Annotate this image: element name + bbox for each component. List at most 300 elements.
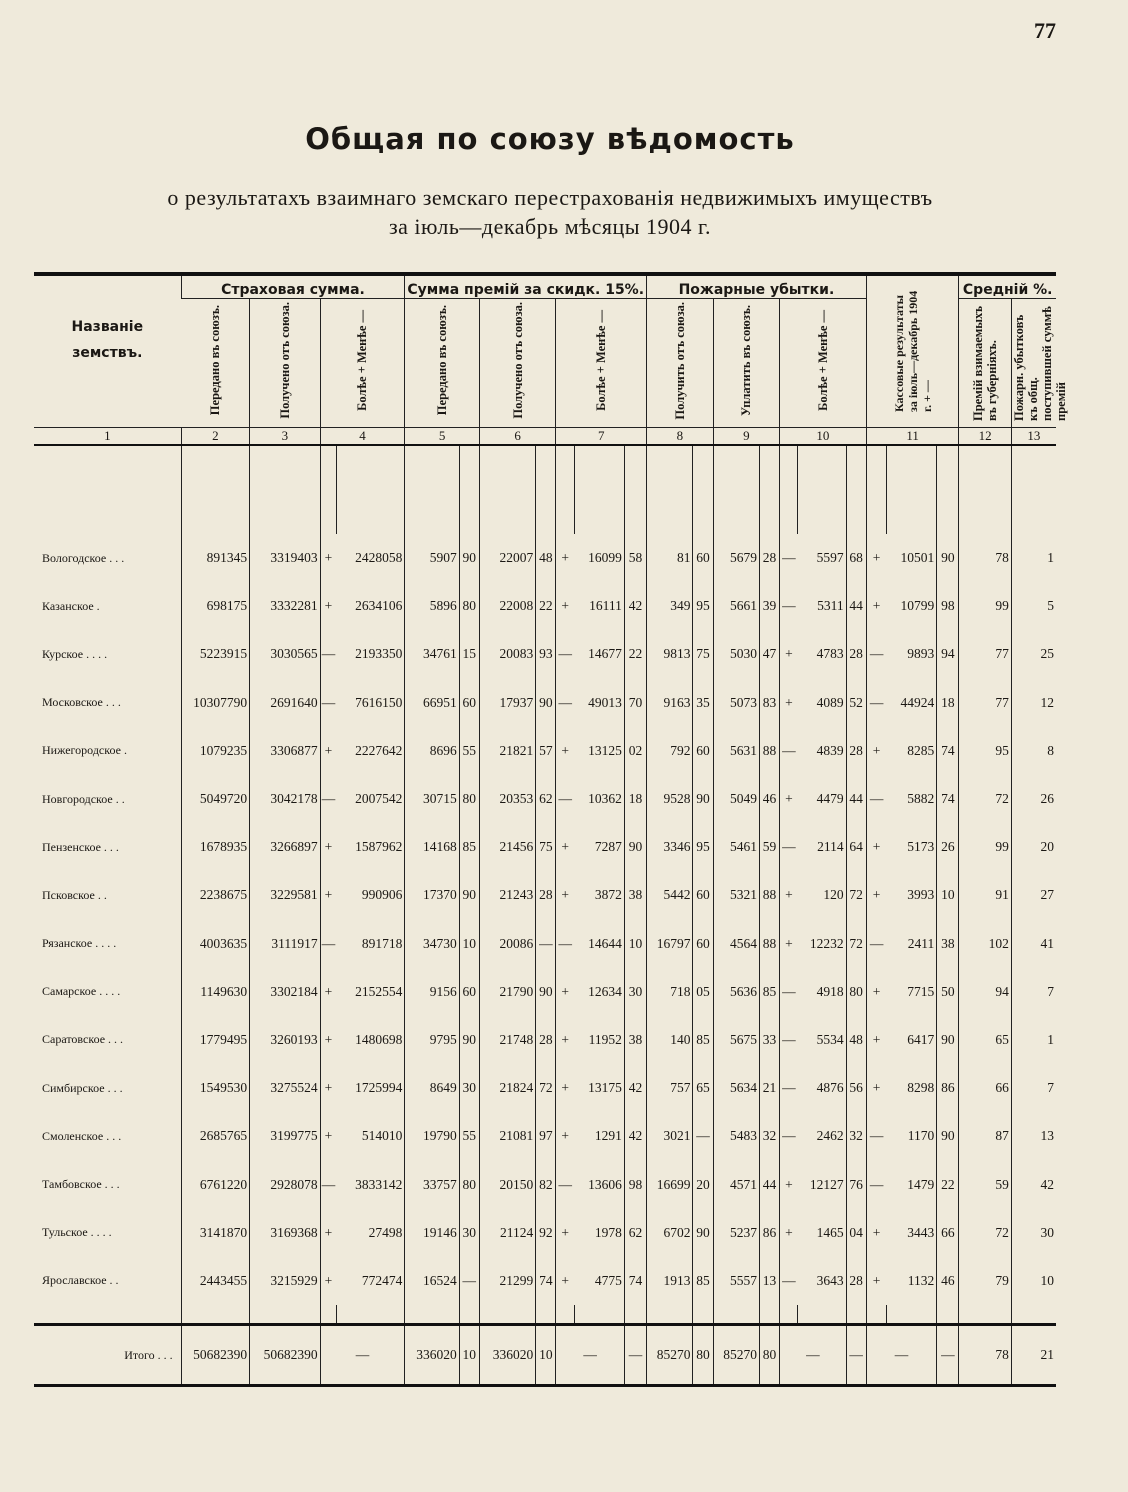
header-c10: Болѣе + Менѣе — [780,299,867,428]
cell-kopecks: 28 [759,534,779,582]
cell-premium-pct: 87 [959,1112,1011,1160]
total-kopecks: 10 [459,1325,479,1386]
cell-kopecks: 64 [846,823,866,871]
cell-balance: 2428058 [355,550,403,566]
total-label: Итого . . . [34,1325,181,1386]
total-kopecks: — [937,1325,959,1386]
cell-loss-balance: 4479 [816,791,844,807]
cell-loss-pct: 30 [1011,1209,1056,1257]
table-row [34,1257,1056,1305]
total-kopecks: 80 [759,1325,779,1386]
cell-premium-transferred: 34730 [405,920,459,968]
cell-loss-pct: 1 [1011,1016,1056,1064]
total-kopecks: 10 [536,1325,556,1386]
sign-c10: + [780,775,798,823]
cell-loss-pct: 27 [1011,871,1056,919]
sign-c10: + [780,871,798,919]
total-row [34,1325,1056,1386]
sign-c11: + [866,823,886,871]
cell-transferred: 698175 [181,582,250,630]
total-loss-receive: 85270 [647,1325,693,1386]
cell-kopecks: 15 [459,630,479,678]
cell-kopecks: 80 [846,968,866,1016]
colnum: 7 [556,428,647,446]
cell-premium-transferred: 8696 [405,727,459,775]
sign-c4: + [320,534,336,582]
sign-c4: — [320,775,336,823]
sign-c11: + [866,534,886,582]
cell-premium-transferred: 30715 [405,775,459,823]
cell-premium-balance: 10362 [588,791,622,807]
sign-c11: — [866,630,886,678]
cell-kopecks: 72 [846,920,866,968]
total-transferred: 50682390 [181,1325,250,1386]
cell-loss-pct: 42 [1011,1160,1056,1208]
sign-c11: + [866,1064,886,1112]
cell-kopecks: 52 [846,679,866,727]
cell-loss-pct: 10 [1011,1257,1056,1305]
cell-kopecks: 80 [459,582,479,630]
cell-kopecks: 46 [937,1257,959,1305]
cell-loss-pay: 5483 [713,1112,759,1160]
cell-loss-receive: 9813 [647,630,693,678]
zemstvo-name: Казанское . [42,598,100,613]
table-row [34,582,1056,630]
sign-c4: + [320,1064,336,1112]
cell-loss-pay: 5321 [713,871,759,919]
table-row [34,920,1056,968]
cell-kopecks: 95 [693,582,713,630]
cell-kopecks: 30 [459,1064,479,1112]
cell-kopecks: 20 [693,1160,713,1208]
colnum: 4 [320,428,405,446]
cell-cash-result: 44924 [900,694,935,710]
cell-kopecks: 21 [759,1064,779,1112]
cell-received: 3266897 [250,823,321,871]
cell-loss-balance: 4876 [816,1080,844,1096]
sign-c11: + [866,727,886,775]
total-premium-balance: — [556,1325,625,1386]
colnum: 2 [181,428,250,446]
cell-loss-receive: 757 [647,1064,693,1112]
colnum: 6 [479,428,556,446]
cell-kopecks: 44 [759,1160,779,1208]
sign-c7: + [556,534,574,582]
cell-premium-balance: 1978 [594,1224,622,1240]
sign-c7: + [556,1112,574,1160]
cell-kopecks: 42 [624,1112,646,1160]
cell-kopecks: 85 [459,823,479,871]
cell-received: 3306877 [250,727,321,775]
sign-c4: — [320,920,336,968]
cell-transferred: 5223915 [181,630,250,678]
cell-cash-result: 9893 [907,646,935,662]
cell-transferred: 2238675 [181,871,250,919]
sign-c4: + [320,1016,336,1064]
zemstvo-name: Саратовское . . . [42,1032,124,1047]
header-c2: Передано въ союзъ. [181,299,250,428]
cell-kopecks: 74 [937,775,959,823]
total-received: 50682390 [250,1325,321,1386]
cell-premium-transferred: 19146 [405,1209,459,1257]
zemstvo-name: Смоленское . . . [42,1128,122,1143]
cell-kopecks: 05 [693,968,713,1016]
cell-premium-pct: 79 [959,1257,1011,1305]
cell-kopecks: 74 [937,727,959,775]
cell-kopecks: 60 [459,968,479,1016]
cell-loss-pay: 4571 [713,1160,759,1208]
cell-premium-transferred: 5896 [405,582,459,630]
cell-kopecks: 38 [624,1016,646,1064]
cell-kopecks: 92 [536,1209,556,1257]
cell-loss-balance: 5311 [817,598,844,614]
cell-loss-receive: 3021 [647,1112,693,1160]
cell-loss-receive: 5442 [647,871,693,919]
table-row [34,679,1056,727]
cell-received: 3275524 [250,1064,321,1112]
header-c5: Передано въ союзъ. [405,299,480,428]
cell-balance: 27498 [368,1224,403,1240]
cell-premium-received: 21243 [479,871,535,919]
sign-c7: + [556,1016,574,1064]
cell-premium-received: 22008 [479,582,535,630]
sign-c11: — [866,775,886,823]
cell-transferred: 1079235 [181,727,250,775]
cell-kopecks: 80 [459,1160,479,1208]
cell-kopecks: 90 [937,534,959,582]
cell-loss-receive: 16797 [647,920,693,968]
cell-kopecks: 82 [536,1160,556,1208]
zemstvo-name: Ярославское . . [42,1273,119,1288]
cell-kopecks: 60 [693,534,713,582]
cell-loss-balance: 4783 [816,646,844,662]
cell-premium-balance: 1291 [594,1128,622,1144]
cell-kopecks: 70 [624,679,646,727]
sign-c11: + [866,582,886,630]
cell-premium-received: 21748 [479,1016,535,1064]
cell-kopecks: 97 [536,1112,556,1160]
table-row [34,968,1056,1016]
cell-loss-pay: 5661 [713,582,759,630]
subtitle-line-2: за іюль—декабрь мѣсяцы 1904 г. [388,214,712,239]
cell-premium-transferred: 66951 [405,679,459,727]
cell-premium-received: 17937 [479,679,535,727]
cell-received: 3199775 [250,1112,321,1160]
cell-kopecks: 62 [624,1209,646,1257]
total-premium-pct: 78 [959,1325,1011,1386]
cell-loss-balance: 3643 [816,1272,844,1288]
cell-kopecks: 85 [693,1257,713,1305]
cell-kopecks: 28 [846,630,866,678]
cell-kopecks: 95 [693,823,713,871]
cell-kopecks: 46 [759,775,779,823]
cell-kopecks: 88 [759,920,779,968]
table-row [34,1160,1056,1208]
sign-c10: — [780,1016,798,1064]
cell-kopecks: 44 [846,775,866,823]
cell-kopecks: 88 [759,727,779,775]
cell-kopecks: 50 [937,968,959,1016]
cell-premium-received: 20353 [479,775,535,823]
cell-received: 3042178 [250,775,321,823]
cell-loss-pay: 5675 [713,1016,759,1064]
cell-loss-receive: 718 [647,968,693,1016]
sign-c10: + [780,1160,798,1208]
cell-kopecks: — [459,1257,479,1305]
sign-c7: + [556,1257,574,1305]
cell-balance: 2152554 [355,983,403,999]
cell-loss-balance: 12127 [809,1176,844,1192]
cell-kopecks: 88 [759,871,779,919]
header-c12: Премій взимаемыхъ въ губерніяхъ. [959,299,1011,428]
header-c9: Уплатить въ союзъ. [713,299,779,428]
cell-premium-pct: 66 [959,1064,1011,1112]
header-c7: Болѣе + Менѣе — [556,299,647,428]
cell-loss-pay: 5557 [713,1257,759,1305]
cell-loss-pct: 13 [1011,1112,1056,1160]
cell-premium-transferred: 17370 [405,871,459,919]
cell-kopecks: 60 [693,920,713,968]
colnum: 5 [405,428,480,446]
cell-kopecks: 85 [693,1016,713,1064]
sign-c4: — [320,679,336,727]
cell-loss-receive: 9528 [647,775,693,823]
cell-kopecks: 57 [536,727,556,775]
sign-c4: + [320,823,336,871]
header-c6: Получено отъ союза. [479,299,556,428]
sign-c10: — [780,534,798,582]
sign-c10: — [780,1112,798,1160]
cell-kopecks: 22 [624,630,646,678]
cell-kopecks: 58 [624,534,646,582]
cell-kopecks: 86 [937,1064,959,1112]
sign-c11: + [866,968,886,1016]
cell-kopecks: 83 [759,679,779,727]
cell-loss-pct: 26 [1011,775,1056,823]
zemstvo-name: Тульское . . . . [42,1225,112,1240]
cell-loss-balance: 2462 [816,1128,844,1144]
sign-c4: + [320,727,336,775]
cell-kopecks: — [693,1112,713,1160]
cell-transferred: 4003635 [181,920,250,968]
cell-premium-received: 21824 [479,1064,535,1112]
sign-c4: — [320,1160,336,1208]
cell-loss-pay: 4564 [713,920,759,968]
cell-kopecks: 98 [937,582,959,630]
cell-kopecks: 44 [846,582,866,630]
cell-loss-balance: 1465 [816,1224,844,1240]
cell-premium-balance: 14644 [588,935,622,951]
sign-c4: + [320,968,336,1016]
cell-kopecks: 90 [459,534,479,582]
cell-cash-result: 10799 [900,598,935,614]
cell-loss-receive: 140 [647,1016,693,1064]
table-row [34,775,1056,823]
cell-cash-result: 10501 [900,550,935,566]
cell-premium-pct: 91 [959,871,1011,919]
cell-premium-pct: 102 [959,920,1011,968]
sign-c7: — [556,630,574,678]
zemstvo-name: Тамбовское . . . [42,1177,120,1192]
cell-loss-pct: 1 [1011,534,1056,582]
cell-kopecks: 75 [536,823,556,871]
cell-kopecks: 42 [624,582,646,630]
cell-balance: 514010 [361,1128,403,1144]
cell-loss-pct: 7 [1011,1064,1056,1112]
sign-c7: + [556,968,574,1016]
zemstvo-name: Московское . . . [42,695,121,710]
cell-kopecks: 68 [846,534,866,582]
cell-premium-balance: 49013 [588,694,622,710]
cell-cash-result: 5882 [907,791,935,807]
cell-kopecks: 72 [846,871,866,919]
cell-balance: 2227642 [355,742,403,758]
cell-kopecks: 18 [937,679,959,727]
total-premium-received: 336020 [479,1325,535,1386]
table-row [34,1064,1056,1112]
cell-premium-balance: 7287 [594,839,622,855]
page-title: Общая по союзу вѣдомость [305,122,795,156]
cell-premium-received: 21821 [479,727,535,775]
cell-loss-pct: 20 [1011,823,1056,871]
total-loss-pct: 21 [1011,1325,1056,1386]
sign-c11: + [866,1257,886,1305]
cell-balance: 2007542 [355,791,403,807]
cell-kopecks: 28 [536,1016,556,1064]
cell-kopecks: 56 [846,1064,866,1112]
cell-transferred: 6761220 [181,1160,250,1208]
zemstvo-name: Рязанское . . . . [42,936,117,951]
colnum: 1 [34,428,181,446]
cell-kopecks: 98 [624,1160,646,1208]
cell-cash-result: 2411 [907,935,935,951]
cell-premium-balance: 11952 [588,1031,622,1047]
sign-c11: + [866,871,886,919]
cell-cash-result: 1170 [907,1128,935,1144]
sign-c7: + [556,871,574,919]
cell-received: 3319403 [250,534,321,582]
cell-loss-balance: 12232 [809,935,844,951]
cell-kopecks: 60 [693,727,713,775]
cell-balance: 2634106 [355,598,403,614]
cell-loss-pct: 12 [1011,679,1056,727]
cell-transferred: 1678935 [181,823,250,871]
cell-kopecks: 86 [759,1209,779,1257]
cell-loss-receive: 1913 [647,1257,693,1305]
cell-premium-balance: 13175 [588,1080,622,1096]
cell-premium-pct: 95 [959,727,1011,775]
cell-kopecks: 48 [536,534,556,582]
cell-balance: 772474 [361,1272,403,1288]
zemstvo-name: Курское . . . . [42,646,108,661]
sign-c7: + [556,823,574,871]
sign-c4: + [320,1209,336,1257]
cell-loss-balance: 4089 [816,694,844,710]
cell-loss-pct: 7 [1011,968,1056,1016]
colnum: 10 [780,428,867,446]
cell-balance: 990906 [361,887,403,903]
cell-premium-received: 21124 [479,1209,535,1257]
cell-kopecks: 13 [759,1257,779,1305]
cell-kopecks: 90 [536,679,556,727]
cell-kopecks: 90 [693,775,713,823]
cell-kopecks: 28 [846,727,866,775]
cell-transferred: 10307790 [181,679,250,727]
page-number: 77 [1034,18,1056,43]
cell-received: 3229581 [250,871,321,919]
cell-kopecks: 55 [459,727,479,775]
cell-transferred: 1149630 [181,968,250,1016]
header-name: Названіе земствъ. [34,274,181,428]
cell-premium-transferred: 19790 [405,1112,459,1160]
total-cash-result: — [866,1325,937,1386]
sign-c4: + [320,1112,336,1160]
cell-loss-pay: 5631 [713,727,759,775]
total-kopecks: — [846,1325,866,1386]
cell-kopecks: 85 [759,968,779,1016]
sign-c7: + [556,727,574,775]
cell-premium-transferred: 9156 [405,968,459,1016]
cell-loss-receive: 81 [647,534,693,582]
group-insurance: Страховая сумма. [181,274,405,299]
header-c11: Кассовые результаты за іюль—декабрь 1904 г. + — [866,274,959,428]
cell-transferred: 1549530 [181,1064,250,1112]
total-balance: — [320,1325,405,1386]
cell-loss-pay: 5030 [713,630,759,678]
cell-kopecks: 32 [846,1112,866,1160]
header-c3: Получено отъ союза. [250,299,321,428]
cell-premium-pct: 65 [959,1016,1011,1064]
cell-premium-transferred: 5907 [405,534,459,582]
sign-c11: — [866,1160,886,1208]
cell-kopecks: 72 [536,1064,556,1112]
cell-kopecks: 90 [459,871,479,919]
cell-kopecks: 35 [693,679,713,727]
ledger-table [34,272,1068,1387]
cell-kopecks: 90 [937,1016,959,1064]
cell-cash-result: 1132 [907,1272,935,1288]
cell-received: 3260193 [250,1016,321,1064]
cell-loss-balance: 5534 [816,1031,844,1047]
cell-loss-pay: 5461 [713,823,759,871]
cell-kopecks: 75 [693,630,713,678]
sign-c7: + [556,1209,574,1257]
colnum: 11 [866,428,959,446]
zemstvo-name: Пензенское . . . [42,839,119,854]
cell-loss-balance: 120 [823,887,844,903]
cell-premium-transferred: 8649 [405,1064,459,1112]
cell-loss-balance: 4918 [816,983,844,999]
cell-kopecks: 90 [459,1016,479,1064]
cell-premium-pct: 72 [959,1209,1011,1257]
cell-transferred: 2443455 [181,1257,250,1305]
cell-premium-transferred: 34761 [405,630,459,678]
cell-kopecks: 55 [459,1112,479,1160]
cell-kopecks: 90 [624,823,646,871]
cell-loss-pay: 5073 [713,679,759,727]
cell-kopecks: 39 [759,582,779,630]
cell-loss-pay: 5049 [713,775,759,823]
cell-premium-pct: 99 [959,823,1011,871]
cell-premium-pct: 59 [959,1160,1011,1208]
sign-c10: + [780,1209,798,1257]
cell-kopecks: 18 [624,775,646,823]
cell-kopecks: 02 [624,727,646,775]
sign-c10: — [780,582,798,630]
sign-c7: — [556,775,574,823]
cell-cash-result: 1479 [907,1176,935,1192]
sign-c10: + [780,630,798,678]
